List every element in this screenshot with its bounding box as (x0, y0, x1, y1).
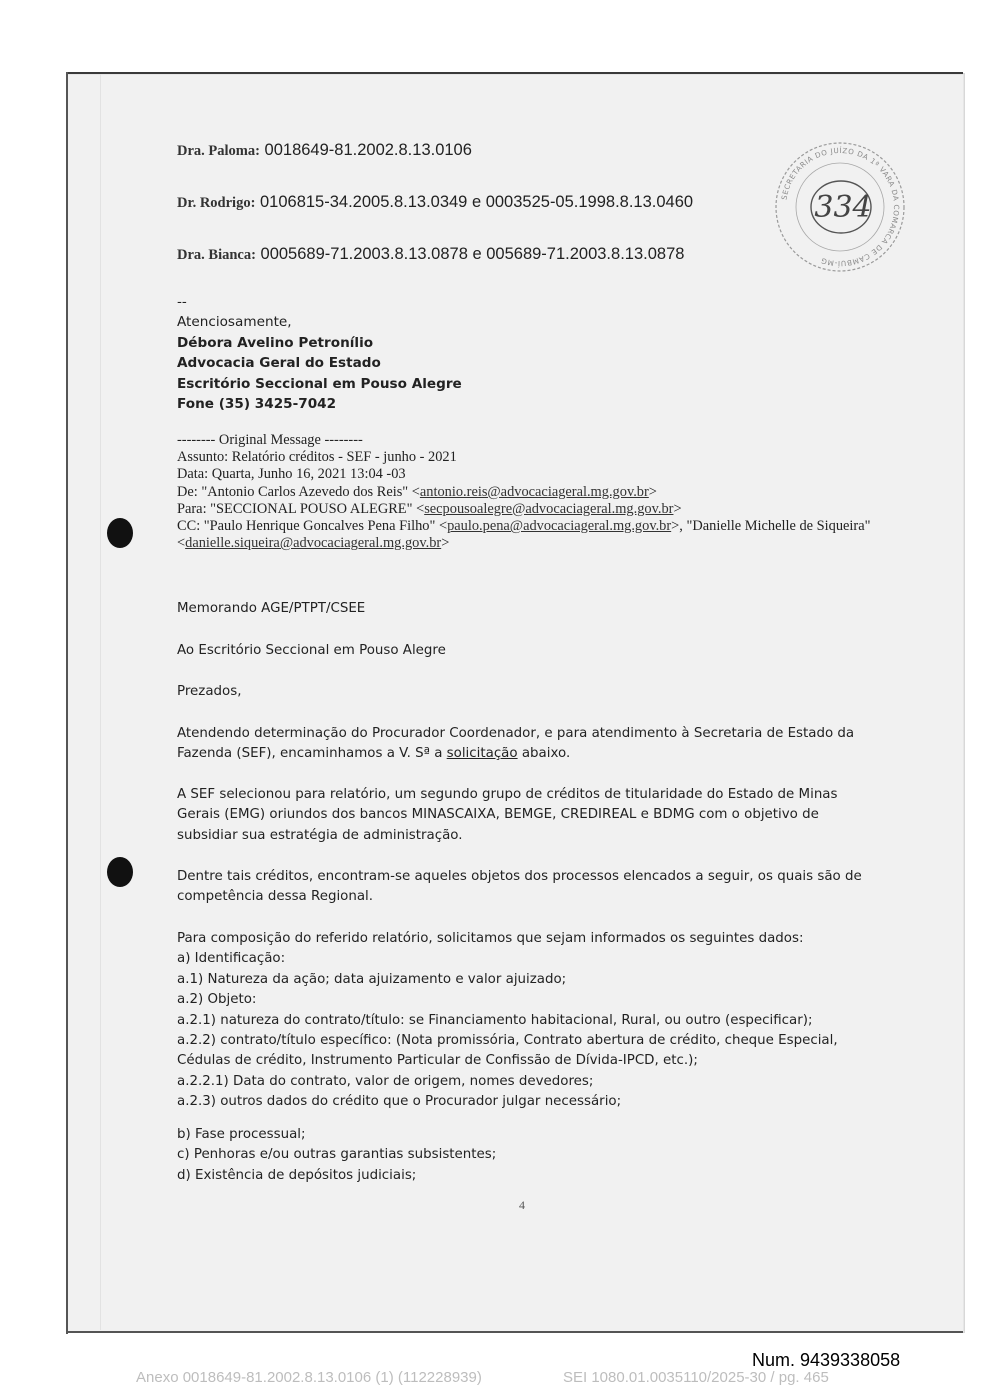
from-email-link[interactable]: antonio.reis@advocaciageral.mg.gov.br (419, 483, 649, 500)
memo-requested-data-list-2 (177, 1125, 877, 1186)
memo-title: Memorando AGE/PTPT/CSEE (177, 601, 366, 616)
memo-paragraph-3: Dentre tais créditos, encontram-se aqueles objetos dos processos elencados a seguir, os quais são de competência dessa Regional. (177, 869, 862, 905)
document-number: Num. 9439338058 (752, 1350, 901, 1370)
signature-org: Advocacia Geral do Estado (177, 355, 381, 372)
original-message-date: Data: Quarta, Junho 16, 2021 13:04 -03 (177, 466, 406, 483)
stamp-ring-text: SECRETARIA DO JUÍZO DA 1ª VARA DA COMARCA DE CAMBUÍ-MG (779, 145, 902, 269)
to-email-link[interactable]: secpousoalegre@advocaciageral.mg.gov.br (424, 500, 674, 517)
signature-block (177, 292, 462, 414)
memo-paragraph-2: A SEF selecionou para relatório, um segundo grupo de créditos de titularidade do Estado de Minas Gerais (EMG) oriundos dos bancos MINASCAIXA, BEMGE, CREDIREAL e BDMG com o objetivo de subsidiar sua estratégia de administração. (177, 787, 838, 843)
list-item: a.2.2) contrato/título específico: (Nota promissória, Contrato abertura de crédito, cheque Especial, Cédulas de crédito, Instrumento Particular de Confissão de Dívida-IPCD, etc.); (177, 1033, 838, 1069)
page-left-edge (66, 72, 68, 1334)
case-numbers: 0005689-71.2003.8.13.0878 e 005689-71.2003.8.13.0878 (260, 245, 685, 263)
signature-separator: -- (177, 294, 187, 310)
page-bottom-edge (66, 1331, 963, 1333)
case-attorney: Dr. Rodrigo: (177, 195, 256, 211)
cc-email-link-1[interactable]: paulo.pena@advocaciageral.mg.gov.br (447, 518, 672, 535)
stamp-handwritten-number: 334 (814, 190, 872, 225)
case-line-paloma (177, 141, 472, 160)
original-message-subject: Assunto: Relatório créditos - SEF - junho - 2021 (177, 449, 457, 466)
court-stamp (771, 141, 909, 273)
list-intro: Para composição do referido relatório, solicitamos que sejam informados os seguintes dados: (177, 931, 804, 946)
punch-hole-top (107, 518, 133, 548)
solicitacao-link: solicitação (446, 746, 518, 762)
original-message-header (177, 432, 897, 552)
page-number: 4 (519, 1198, 525, 1212)
list-item: a) Identificação: (177, 951, 286, 967)
signature-name: Débora Avelino Petronílio (177, 334, 374, 351)
sei-reference: SEI 1080.01.0035110/2025-30 / pg. 465 (563, 1369, 829, 1386)
page-top-edge (66, 72, 963, 74)
signature-closing: Atenciosamente, (177, 314, 292, 331)
cc-email-link-2[interactable]: danielle.siqueira@advocaciageral.mg.gov.br (185, 535, 442, 552)
list-item: a.2.1) natureza do contrato/título: se Financiamento habitacional, Rural, ou outro (especificar); (177, 1012, 813, 1028)
list-item: a.1) Natureza da ação; data ajuizamento e valor ajuizado; (177, 971, 567, 987)
signature-office: Escritório Seccional em Pouso Alegre (177, 375, 462, 392)
list-item: b) Fase processual; (177, 1127, 306, 1142)
case-attorney: Dra. Paloma: (177, 143, 260, 159)
memo-paragraph-1: Atendendo determinação do Procurador Coordenador, e para atendimento à Secretaria de Estado da Fazenda (SEF), encaminhamos a V. Sª a solicitação abaixo. (177, 726, 855, 762)
list-item: c) Penhoras e/ou outras garantias subsistentes; (177, 1147, 497, 1163)
memo-requested-data-list (177, 929, 877, 1113)
punch-hole-bottom (107, 857, 133, 887)
case-numbers: 0106815-34.2005.8.13.0349 e 0003525-05.1998.8.13.0460 (260, 193, 694, 211)
original-message-to: Para: "SECCIONAL POUSO ALEGRE" <secpousoalegre@advocaciageral.mg.gov.br> (177, 500, 682, 517)
case-line-rodrigo (177, 193, 693, 212)
case-numbers: 0018649-81.2002.8.13.0106 (264, 141, 472, 159)
list-item: a.2.2.1) Data do contrato, valor de origem, nomes devedores; (177, 1073, 594, 1089)
original-message-title: -------- Original Message -------- (177, 432, 363, 448)
case-attorney: Dra. Bianca: (177, 247, 256, 263)
list-item: a.2.3) outros dados do crédito que o Procurador julgar necessário; (177, 1094, 622, 1110)
original-message-cc: CC: "Paulo Henrique Goncalves Pena Filho" <paulo.pena@advocaciageral.mg.gov.br>, "Danielle Michelle de Siqueira" <danielle.siqueira@advocaciageral.mg.gov.br> (177, 518, 871, 552)
memo-addressee: Ao Escritório Seccional em Pouso Alegre (177, 643, 446, 658)
memo-greeting: Prezados, (177, 684, 242, 699)
case-line-bianca (177, 245, 684, 264)
original-message-from: De: "Antonio Carlos Azevedo dos Reis" <antonio.reis@advocaciageral.mg.gov.br> (177, 483, 657, 500)
page-fold-line (100, 74, 101, 1330)
list-item: d) Existência de depósitos judiciais; (177, 1167, 417, 1183)
annex-reference: Anexo 0018649-81.2002.8.13.0106 (1) (112228939) (136, 1369, 482, 1386)
signature-phone: Fone (35) 3425-7042 (177, 396, 337, 413)
list-item: a.2) Objeto: (177, 992, 257, 1008)
